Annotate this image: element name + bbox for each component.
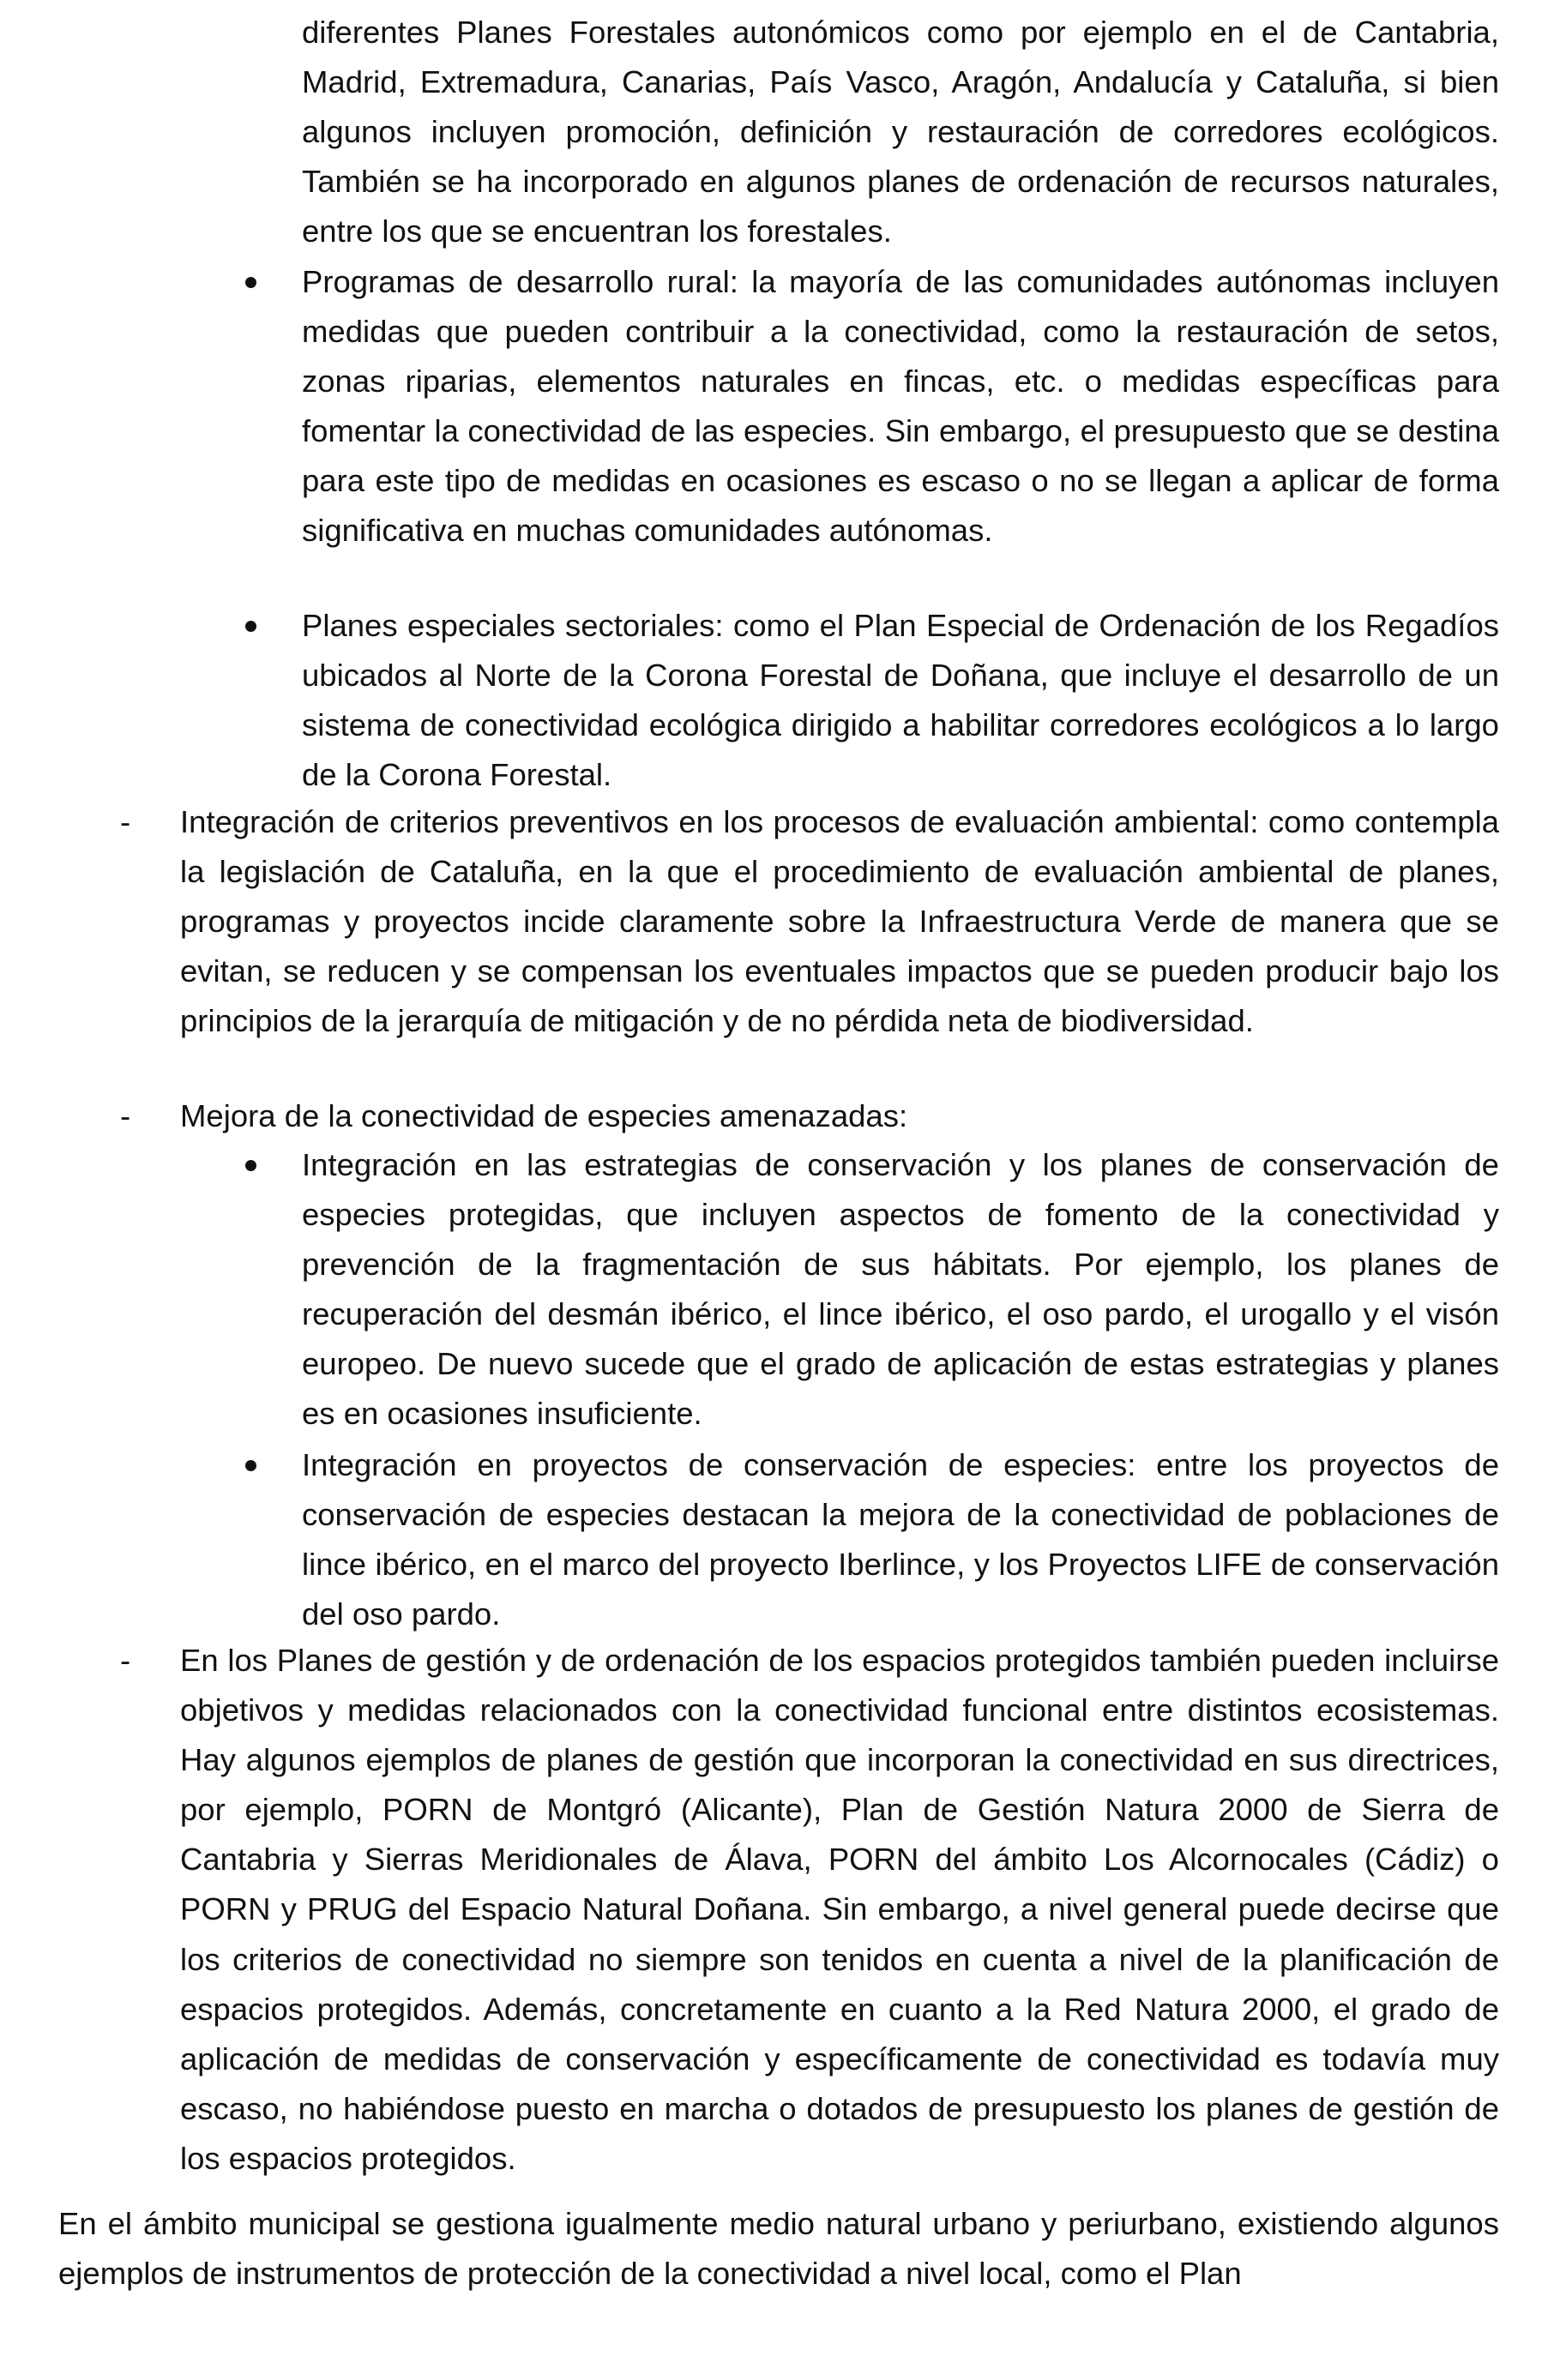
- dash-marker: -: [120, 1643, 131, 1678]
- body-text: Integración en las estrategias de conservación y los planes de conservación de especies protegidas, que incluyen aspectos de fomento de la conectividad y prevención de la fragmentación de sus hábitats. Por ejemplo, los planes de recuperación del desmán ibérico, el lince ibérico, el oso pardo, el urogallo y el visón europeo. De nuevo sucede que el grado de aplicación de estas estrategias y planes es en ocasiones insuficiente.: [302, 1147, 1499, 1432]
- bullet-item-proyectos-conservacion: [302, 1440, 1499, 1639]
- dash-marker: -: [120, 1098, 131, 1133]
- body-text: En los Planes de gestión y de ordenación de los espacios protegidos también pueden incluirse objetivos y medidas relacionados con la conectividad funcional entre distintos ecosistemas. Hay algunos ejemplos de planes de gestión que incorporan la conectividad en sus directrices, por ejemplo, PORN de Montgró (Alicante), Plan de Gestión Natura 2000 de Sierra de Cantabria y Sierras Meridionales de Álava, PORN del ámbito Los Alcornocales (Cádiz) o PORN y PRUG del Espacio Natural Doñana. Sin embargo, a nivel general puede decirse que los criterios de conectividad no siempre son tenidos en cuenta a nivel de la planificación de espacios protegidos. Además, concretamente en cuanto a la Red Natura 2000, el grado de aplicación de medidas de conservación y específicamente de conectividad es todavía muy escaso, no habiéndose puesto en marcha o dotados de presupuesto los planes de gestión de los espacios protegidos.: [180, 1643, 1499, 2176]
- bullet-icon: [245, 621, 256, 632]
- dash-item-especies-amenazadas: [120, 1091, 1499, 1141]
- list-item-continuation: [302, 8, 1499, 256]
- body-text: Integración en proyectos de conservación de especies: entre los proyectos de conservación de especies destacan la mejora de la conectividad de poblaciones de lince ibérico, en el marco del proyecto Iberlince, y los Proyectos LIFE de conservación del oso pardo.: [302, 1447, 1499, 1632]
- body-text: Planes especiales sectoriales: como el Plan Especial de Ordenación de los Regadíos ubicados al Norte de la Corona Forestal de Doñana, que incluye el desarrollo de un sistema de conectividad ecológica dirigido a habilitar corredores ecológicos a lo largo de la Corona Forestal.: [302, 608, 1499, 793]
- body-text: diferentes Planes Forestales autonómicos como por ejemplo en el de Cantabria, Madrid, Extremadura, Canarias, País Vasco, Aragón, Andalucía y Cataluña, si bien algunos incluyen promoción, definición y restauración de corredores ecológicos. También se ha incorporado en algunos planes de ordenación de recursos naturales, entre los que se encuentran los forestales.: [302, 15, 1499, 249]
- dash-item-evaluacion-ambiental: [120, 797, 1499, 1046]
- bullet-icon: [245, 1160, 256, 1171]
- dash-marker: -: [120, 804, 131, 839]
- body-text: Integración de criterios preventivos en los procesos de evaluación ambiental: como contempla la legislación de Cataluña, en la que el procedimiento de evaluación ambiental de planes, programas y proyectos incide claramente sobre la Infraestructura Verde de manera que se evitan, se reducen y se compensan los eventuales impactos que se pueden producir bajo los principios de la jerarquía de mitigación y de no pérdida neta de biodiversidad.: [180, 804, 1499, 1039]
- dash-item-planes-gestion: [120, 1636, 1499, 2184]
- bullet-item-estrategias-conservacion: [302, 1140, 1499, 1439]
- body-text: Mejora de la conectividad de especies amenazadas:: [180, 1098, 908, 1133]
- bullet-icon: [245, 1460, 256, 1471]
- body-text: En el ámbito municipal se gestiona igualmente medio natural urbano y periurbano, existiendo algunos ejemplos de instrumentos de protección de la conectividad a nivel local, como el Plan: [58, 2206, 1499, 2292]
- bullet-item-planes-sectoriales: [302, 601, 1499, 800]
- bullet-item-desarrollo-rural: [302, 257, 1499, 556]
- body-text: Programas de desarrollo rural: la mayoría de las comunidades autónomas incluyen medidas que pueden contribuir a la conectividad, como la restauración de setos, zonas riparias, elementos naturales en fincas, etc. o medidas específicas para fomentar la conectividad de las especies. Sin embargo, el presupuesto que se destina para este tipo de medidas en ocasiones es escaso o no se llegan a aplicar de forma significativa en muchas comunidades autónomas.: [302, 264, 1499, 549]
- bullet-icon: [245, 277, 256, 288]
- paragraph-ambito-municipal: [58, 2199, 1499, 2299]
